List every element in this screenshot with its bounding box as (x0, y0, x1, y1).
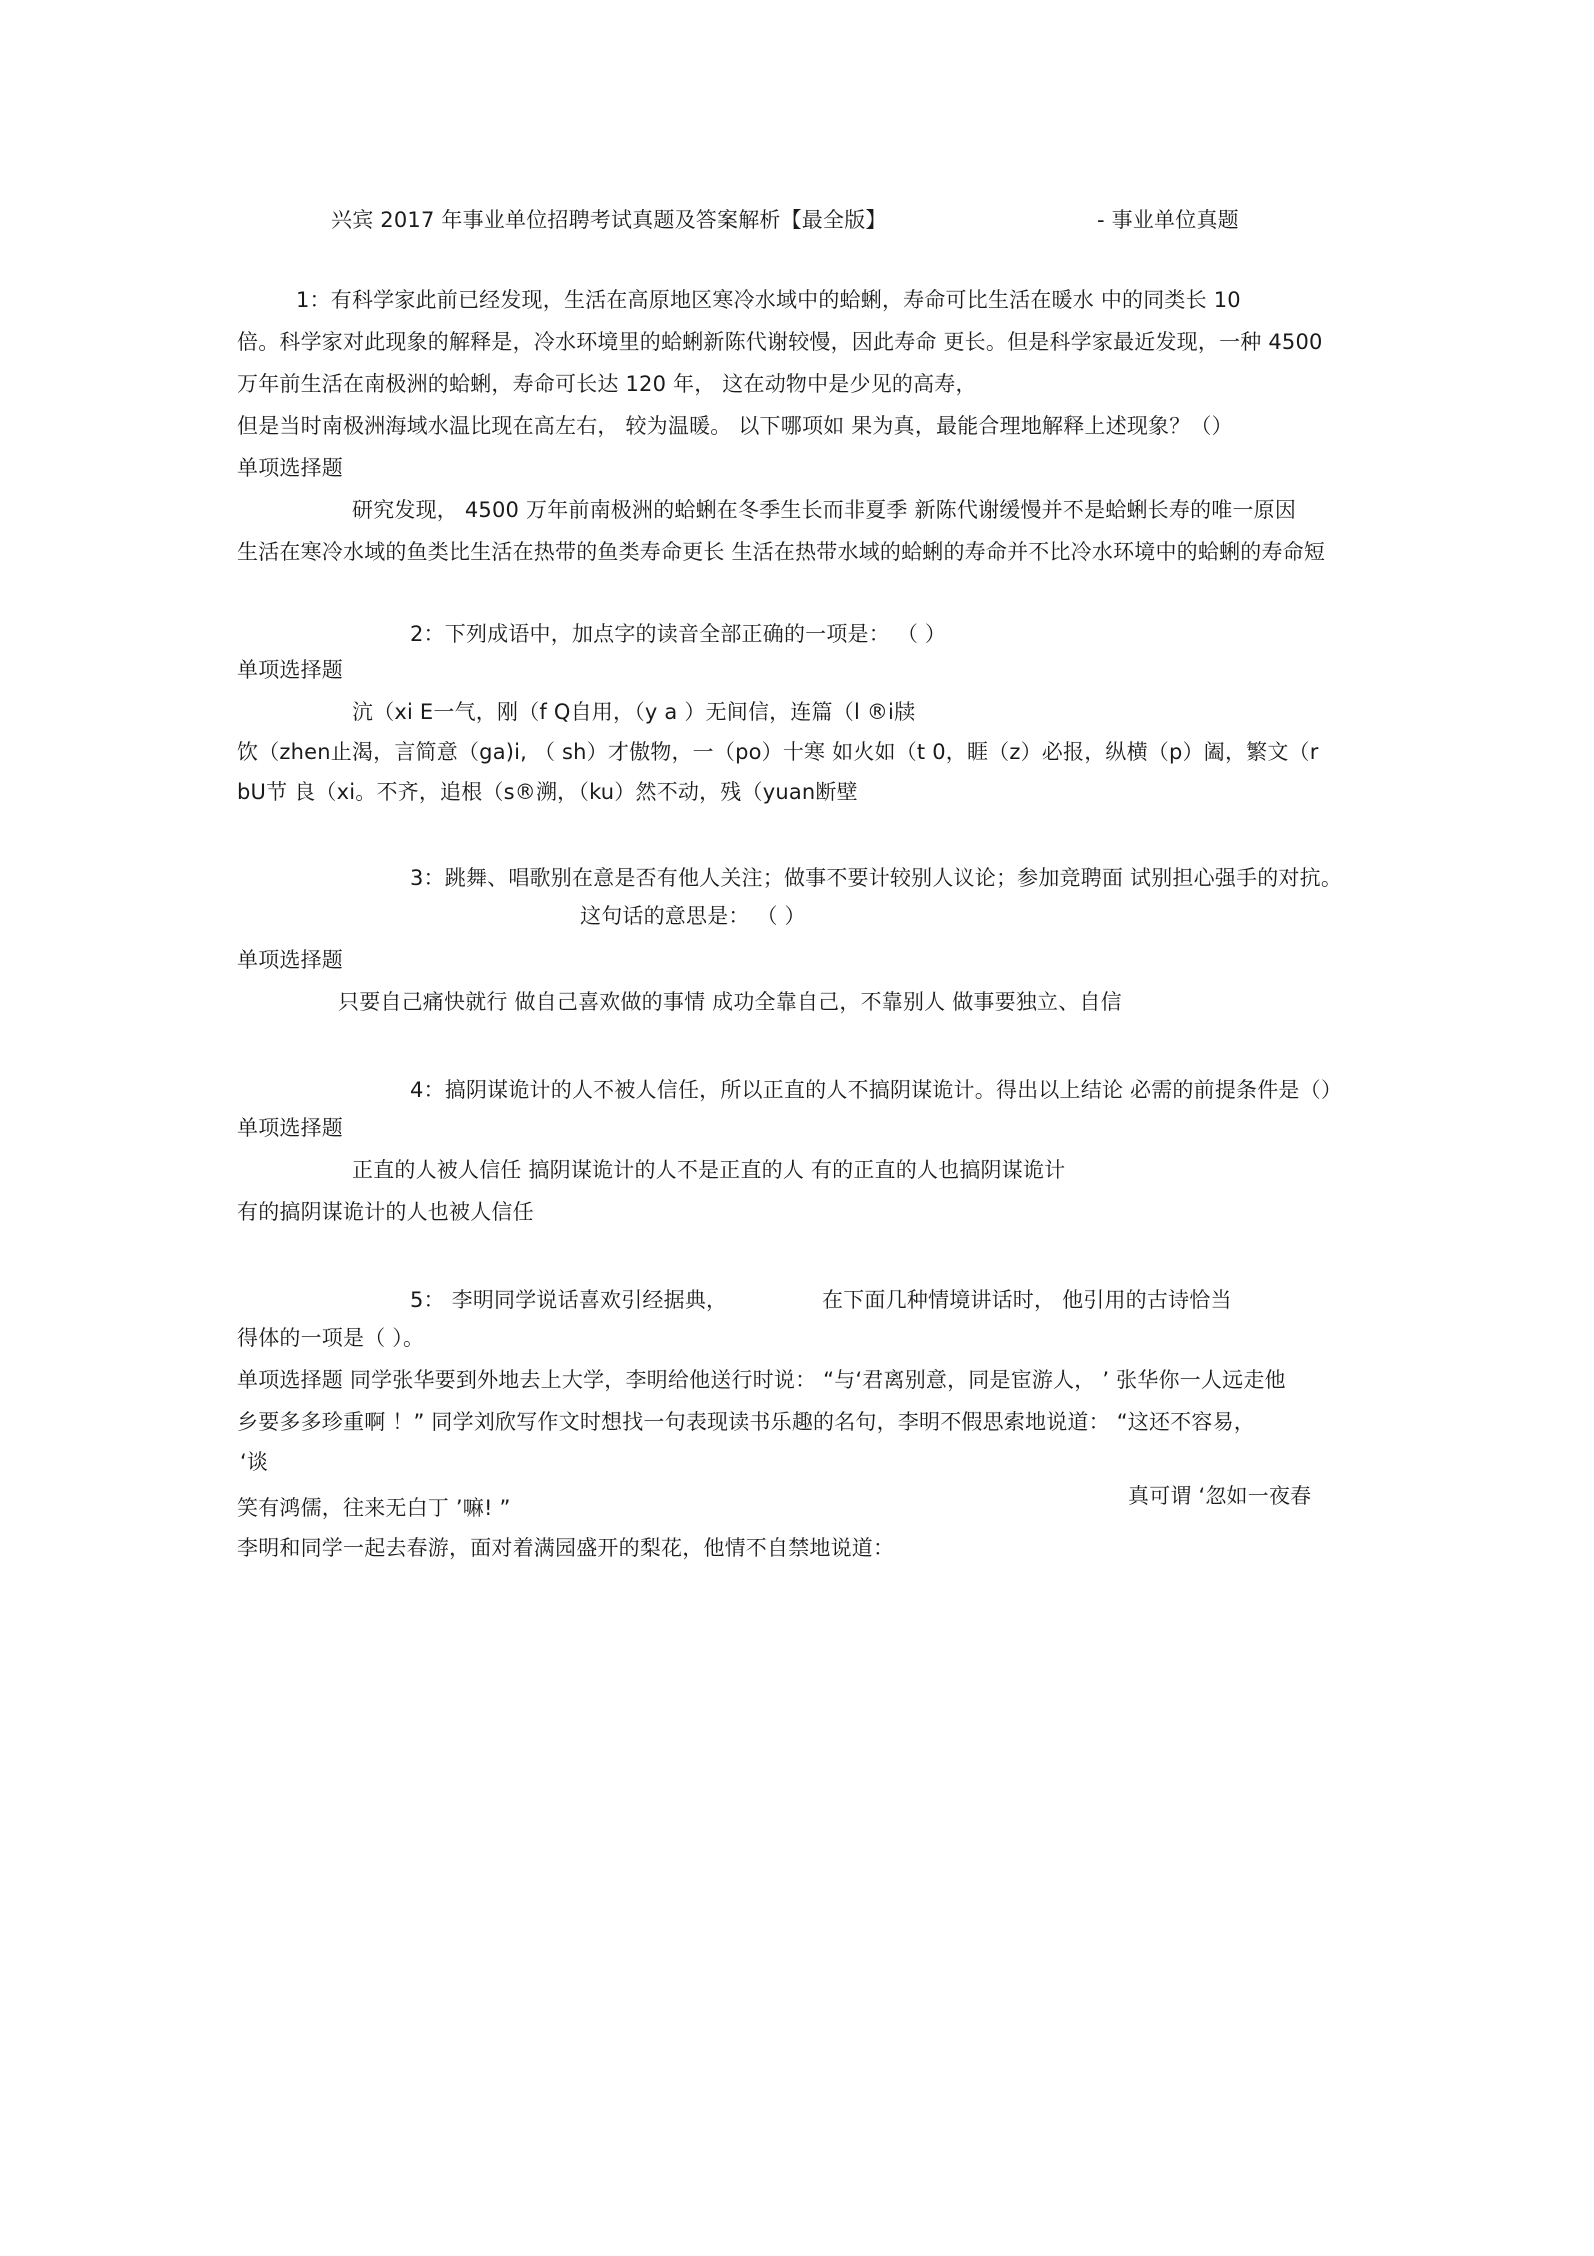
q2-options-2: 饮（zhen止渴，言简意（ga)i, （ sh）才傲物，一（po）十寒 如火如（t 0，睚（z）必报，纵横（p）阖，繁文（r (237, 740, 1319, 764)
q5-type-line: 单项选择题 同学张华要到外地去上大学，李明给他送行时说： “与‘君离别意，同是宦游人， ’ 张华你一人远走他 (237, 1368, 1286, 1392)
q1-line-2: 倍。科学家对此现象的解释是，冷水环境里的蛤蜊新陈代谢较慢，因此寿命 更长。但是科学家最近发现，一种 4500 (237, 330, 1323, 354)
q5-options-2: ‘谈 (240, 1450, 269, 1474)
q5-line-1b: 在下面几种情境讲话时， 他引用的古诗恰当 (822, 1288, 1232, 1312)
q4-line-1: 4：搞阴谋诡计的人不被人信任，所以正直的人不搞阴谋诡计。得出以上结论 必需的前提条件是（） (410, 1078, 1343, 1102)
q4-type: 单项选择题 (237, 1116, 343, 1140)
page-title-suffix: - 事业单位真题 (1097, 208, 1239, 232)
q1-type: 单项选择题 (237, 456, 343, 480)
q1-options-1: 研究发现， 4500 万年前南极洲的蛤蜊在冬季生长而非夏季 新陈代谢缓慢并不是蛤蜊长寿的唯一原因 (352, 498, 1297, 522)
q3-type: 单项选择题 (237, 948, 343, 972)
q2-options-3: bU节 良（xi。不齐，追根（s®溯，（ku）然不动，残（yuan断壁 (237, 780, 858, 804)
q1-line-4: 但是当时南极洲海域水温比现在高左右， 较为温暖。 以下哪项如 果为真，最能合理地解释上述现象？（） (237, 414, 1233, 438)
q1-line-1: 1：有科学家此前已经发现，生活在高原地区寒冷水域中的蛤蜊，寿命可比生活在暖水 中的同类长 10 (296, 288, 1241, 312)
q4-options-1: 正直的人被人信任 搞阴谋诡计的人不是正直的人 有的正直的人也搞阴谋诡计 (352, 1158, 1066, 1182)
q1-options-2: 生活在寒冷水域的鱼类比生活在热带的鱼类寿命更长 生活在热带水域的蛤蜊的寿命并不比冷水环境中的蛤蜊的寿命短 (237, 540, 1326, 564)
q5-options-5: 李明和同学一起去春游，面对着满园盛开的梨花，他情不自禁地说道： (237, 1536, 895, 1560)
q2-options-1: 沆（xi E一气，刚（f Q自用，（y a ）无间信，连篇（l ®i牍 (352, 700, 916, 724)
q4-options-2: 有的搞阴谋诡计的人也被人信任 (237, 1200, 534, 1224)
q2-type: 单项选择题 (237, 658, 343, 682)
q3-line-1: 3：跳舞、唱歌别在意是否有他人关注；做事不要计较别人议论；参加竞聘面 试别担心强手的对抗。 (410, 866, 1343, 890)
q5-options-1: 乡要多多珍重啊 ！” 同学刘欣写作文时想找一句表现读书乐趣的名句，李明不假思索地说道： “这还不容易， (237, 1410, 1255, 1434)
page-title: 兴宾 2017 年事业单位招聘考试真题及答案解析【最全版】 (331, 208, 887, 232)
q3-line-2: 这句话的意思是： （ ） (580, 904, 806, 928)
q5-line-1a: 5： 李明同学说话喜欢引经据典， (410, 1288, 728, 1312)
q5-options-4: 真可谓 ‘忽如一夜春 (1128, 1484, 1312, 1508)
q5-options-3: 笑有鸿儒，往来无白丁 ’嘛! ” (237, 1496, 511, 1520)
q2-line-1: 2：下列成语中，加点字的读音全部正确的一项是： （ ） (410, 622, 947, 646)
q5-line-2: 得体的一项是（ ）。 (237, 1326, 425, 1350)
q3-options-1: 只要自己痛快就行 做自己喜欢做的事情 成功全靠自己，不靠别人 做事要独立、自信 (338, 990, 1122, 1014)
q1-line-3: 万年前生活在南极洲的蛤蜊，寿命可长达 120 年， 这在动物中是少见的高寿， (237, 372, 977, 396)
